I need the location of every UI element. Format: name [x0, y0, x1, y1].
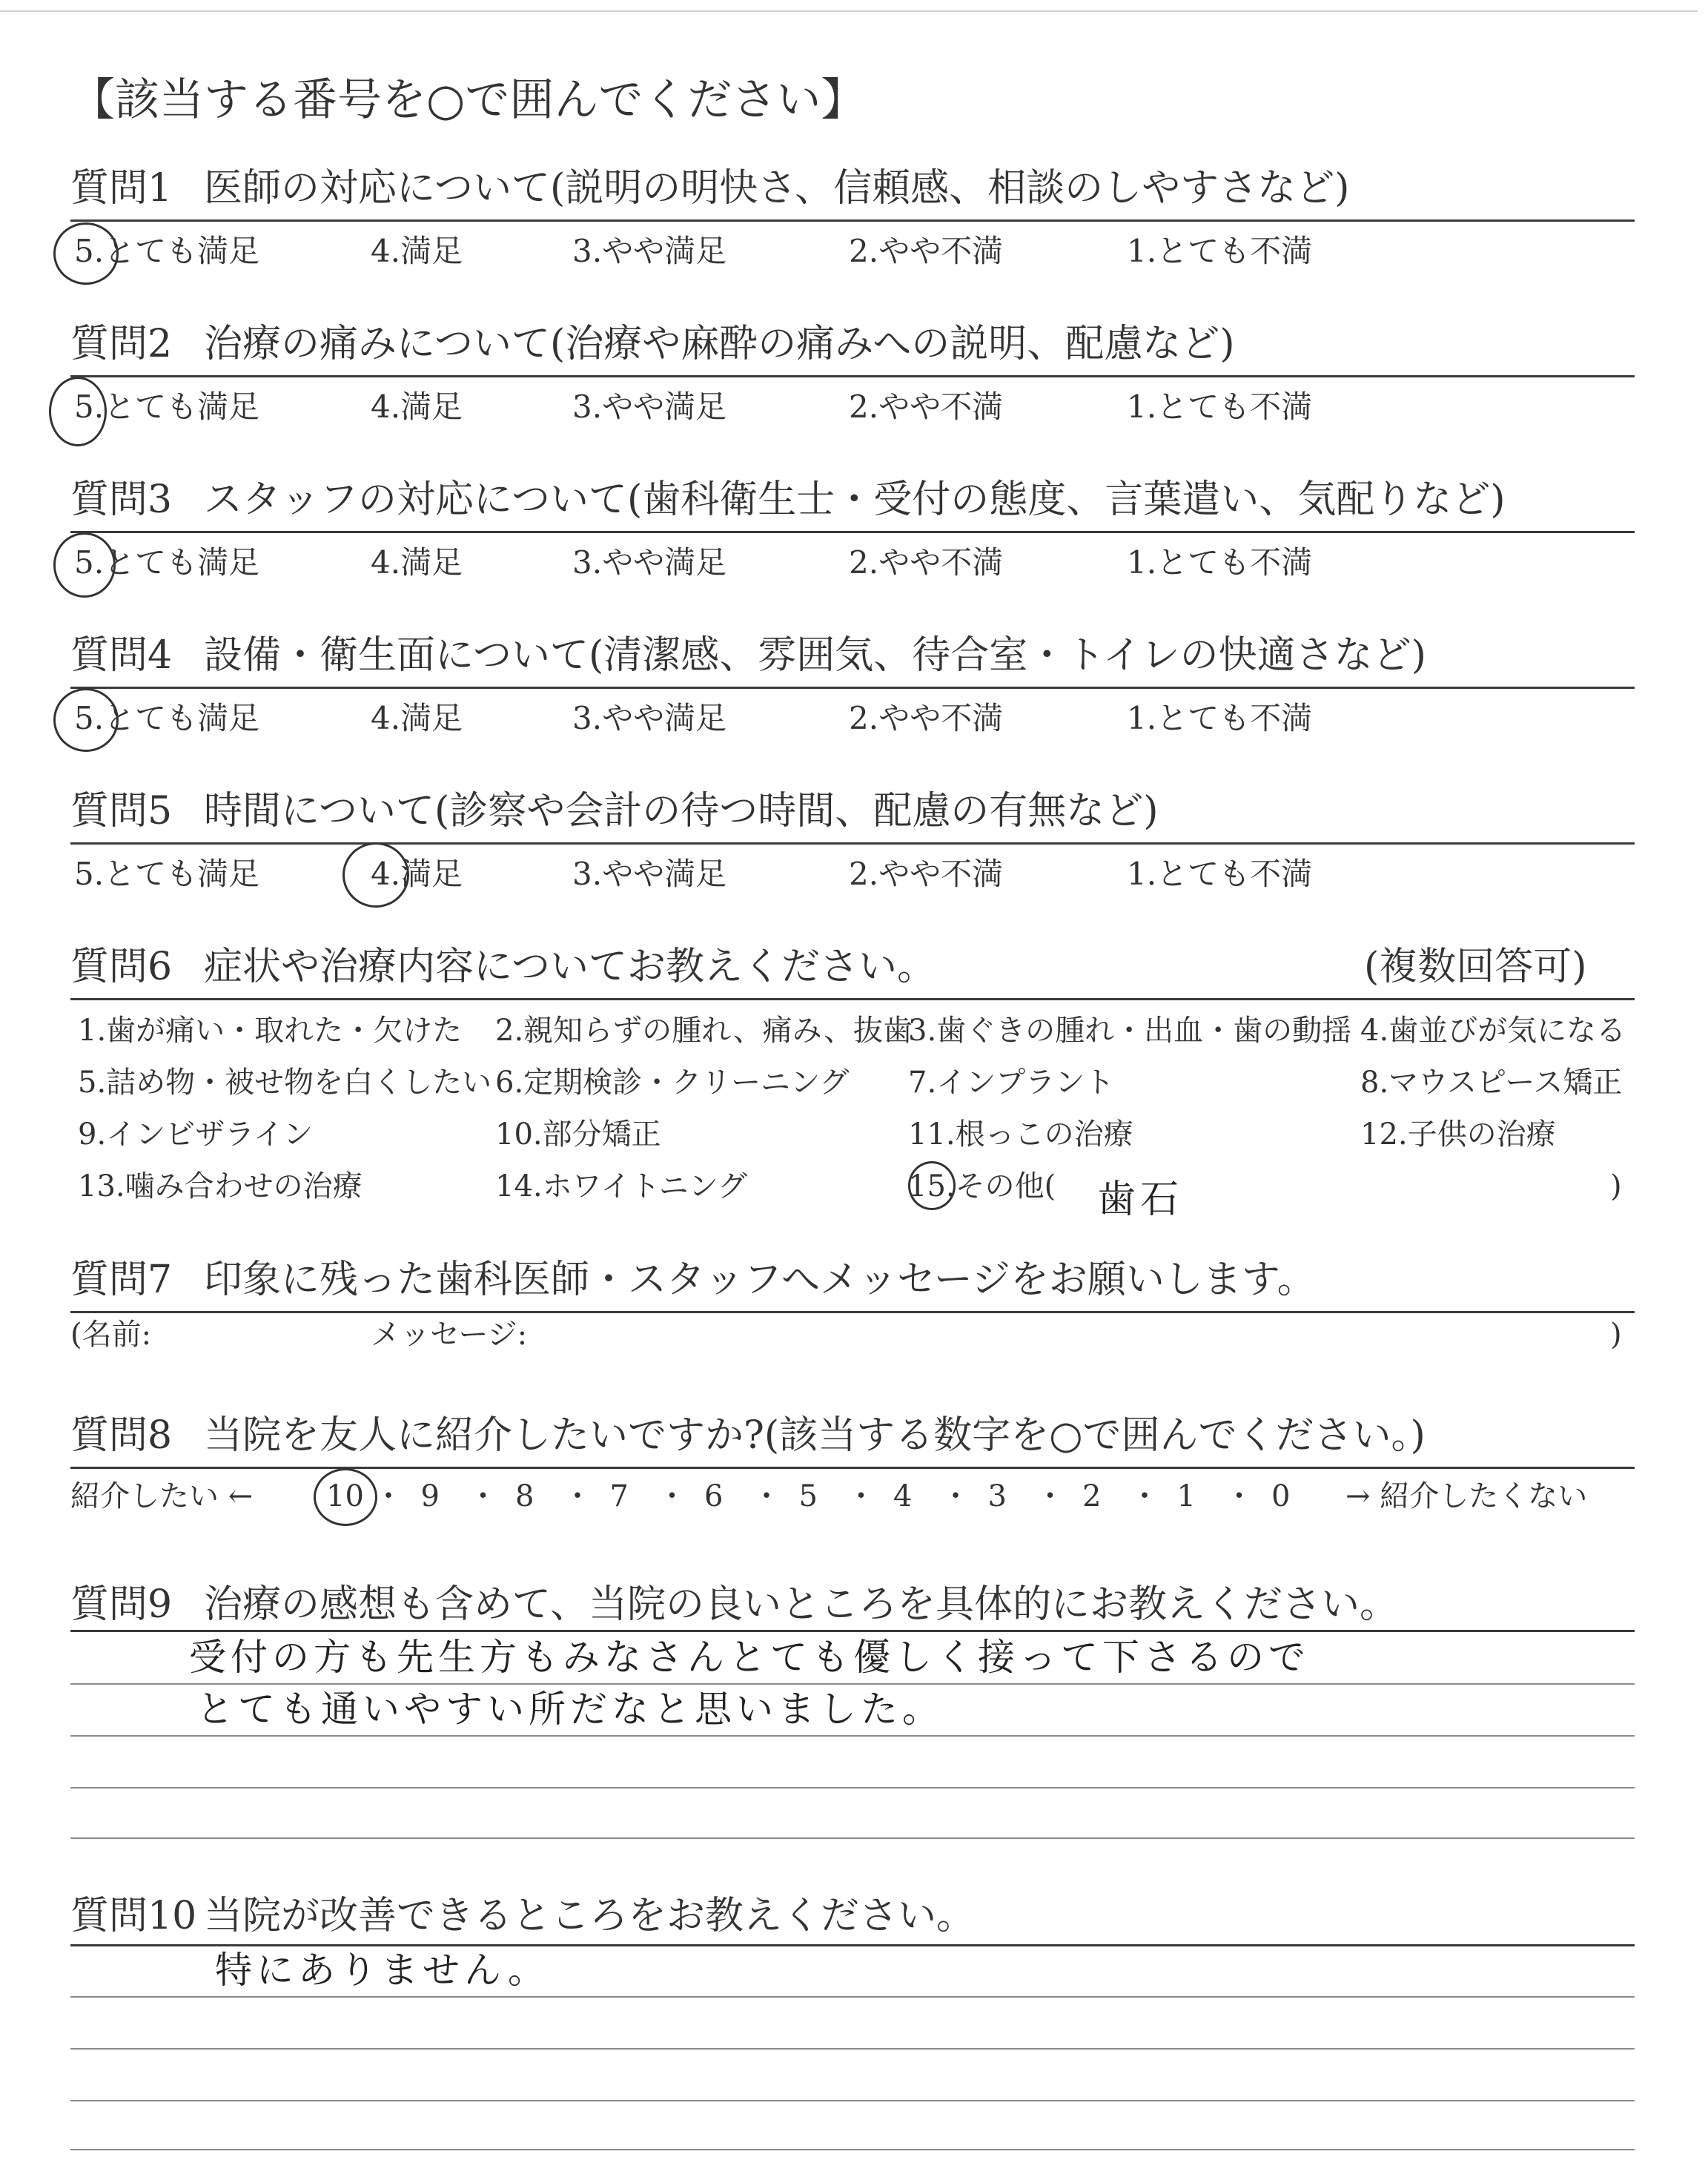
q8-scale-separator: ・ [941, 1479, 970, 1513]
q10-answer-line [70, 2100, 1635, 2101]
q10-rule [70, 1944, 1635, 1946]
q9-answer-line [70, 1787, 1635, 1789]
q8-scale-option-9[interactable]: 9 [420, 1479, 440, 1513]
q4-option-1[interactable]: 1.とても不満 [1127, 700, 1313, 736]
q1-selection-circle [53, 222, 119, 285]
q8-scale-separator: ・ [752, 1479, 781, 1513]
q6-text: 症状や治療内容についてお教えください。 [204, 945, 936, 989]
q4-option-4[interactable]: 4.満足 [371, 700, 463, 736]
q3-selection-circle [53, 532, 116, 598]
q8-scale-option-7[interactable]: 7 [609, 1479, 629, 1513]
q8-text: 当院を友人に紹介したいですか?(該当する数字を○で囲んでください。) [204, 1413, 1426, 1458]
q6-item-13[interactable]: 13.噛み合わせの治療 [78, 1169, 363, 1203]
q4-option-5[interactable]: 5.とても満足 [74, 700, 260, 736]
q8-scale-option-10[interactable]: 10 [326, 1479, 364, 1513]
q1-option-5[interactable]: 5.とても満足 [74, 233, 260, 269]
q6-item-9[interactable]: 9.インビザライン [78, 1117, 313, 1152]
q8-scale-separator: ・ [657, 1479, 687, 1513]
q6-item-3[interactable]: 3.歯ぐきの腫れ・出血・歯の動揺 [908, 1014, 1352, 1048]
q8-scale-separator: ・ [1035, 1479, 1065, 1513]
q3-label: 質問3 [70, 478, 173, 522]
q8-label: 質問8 [70, 1413, 173, 1458]
q6-item-2[interactable]: 2.親知らずの腫れ、痛み、抜歯 [495, 1014, 913, 1048]
q8-scale-option-4[interactable]: 4 [893, 1479, 913, 1513]
q3-option-4[interactable]: 4.満足 [371, 544, 463, 581]
q6-item-11[interactable]: 11.根っこの治療 [908, 1117, 1133, 1152]
q5-option-4[interactable]: 4.満足 [371, 856, 463, 892]
q6-item-1[interactable]: 1.歯が痛い・取れた・欠けた [78, 1014, 463, 1048]
q6-item-15[interactable]: 15.その他( [908, 1169, 1056, 1203]
q5-option-3[interactable]: 3.やや満足 [572, 856, 727, 892]
q7-message-label: メッセージ: [371, 1318, 528, 1352]
q5-label: 質問5 [70, 789, 173, 833]
q8-scale-option-3[interactable]: 3 [987, 1479, 1007, 1513]
q9-answer-line [70, 1837, 1635, 1839]
q3-option-1[interactable]: 1.とても不満 [1127, 544, 1313, 581]
q8-left-label: 紹介したい ← [70, 1479, 254, 1513]
q6-other-close-paren: ) [1610, 1169, 1622, 1203]
q2-option-3[interactable]: 3.やや満足 [572, 389, 727, 425]
q2-selection-circle [49, 377, 107, 446]
q1-label: 質問1 [70, 166, 173, 211]
q1-text: 医師の対応について(説明の明快さ、信頼感、相談のしやすさなど) [204, 166, 1350, 211]
q8-scale-separator: ・ [374, 1479, 403, 1513]
q8-scale-option-8[interactable]: 8 [515, 1479, 534, 1513]
q8-scale-separator: ・ [1224, 1479, 1254, 1513]
q4-option-2[interactable]: 2.やや不満 [849, 700, 1004, 736]
q6-rule [70, 998, 1635, 1000]
q9-label: 質問9 [70, 1582, 173, 1627]
q8-scale-separator: ・ [1130, 1479, 1159, 1513]
q10-text: 当院が改善できるところをお教えください。 [204, 1894, 976, 1938]
q7-text: 印象に残った歯科医師・スタッフへメッセージをお願いします。 [204, 1258, 1316, 1302]
q6-item-8[interactable]: 8.マウスピース矯正 [1360, 1066, 1623, 1100]
q9-answer-line [70, 1735, 1635, 1737]
q6-other-answer[interactable]: 歯石 [1097, 1178, 1184, 1222]
q9-answer-line [70, 1683, 1635, 1685]
q9-rule [70, 1630, 1635, 1632]
q2-option-2[interactable]: 2.やや不満 [849, 389, 1004, 425]
q6-label: 質問6 [70, 945, 173, 989]
q8-right-label: → 紹介したくない [1345, 1479, 1588, 1513]
q5-option-5[interactable]: 5.とても満足 [74, 856, 260, 892]
q2-option-4[interactable]: 4.満足 [371, 389, 463, 425]
q8-scale-option-5[interactable]: 5 [798, 1479, 818, 1513]
q5-option-2[interactable]: 2.やや不満 [849, 856, 1004, 892]
q4-text: 設備・衛生面について(清潔感、雰囲気、待合室・トイレの快適さなど) [204, 633, 1426, 678]
q6-item-10[interactable]: 10.部分矯正 [495, 1117, 661, 1152]
q2-option-1[interactable]: 1.とても不満 [1127, 389, 1313, 425]
q4-option-3[interactable]: 3.やや満足 [572, 700, 727, 736]
q1-option-1[interactable]: 1.とても不満 [1127, 233, 1313, 269]
q5-rule [70, 842, 1635, 845]
q5-selection-circle [342, 842, 409, 908]
q8-scale-option-2[interactable]: 2 [1082, 1479, 1102, 1513]
q3-option-2[interactable]: 2.やや不満 [849, 544, 1004, 581]
q10-answer-line [70, 1996, 1635, 1998]
q6-item-7[interactable]: 7.インプラント [908, 1066, 1115, 1100]
q8-scale-separator: ・ [846, 1479, 876, 1513]
q3-option-5[interactable]: 5.とても満足 [74, 544, 260, 581]
q10-answer-line [70, 2048, 1635, 2050]
q1-option-3[interactable]: 3.やや満足 [572, 233, 727, 269]
q6-multiple-note: (複数回答可) [1364, 945, 1587, 989]
q8-scale-separator: ・ [563, 1479, 592, 1513]
q6-item-6[interactable]: 6.定期検診・クリーニング [495, 1066, 850, 1100]
q2-label: 質問2 [70, 322, 173, 366]
q10-answer-line [70, 2149, 1635, 2150]
q6-item-5[interactable]: 5.詰め物・被せ物を白くしたい [78, 1066, 492, 1100]
q4-rule [70, 687, 1635, 689]
q8-rule [70, 1467, 1635, 1469]
q4-selection-circle [53, 688, 119, 752]
q8-selection-circle [314, 1468, 377, 1526]
q7-rule [70, 1311, 1635, 1313]
q10-answer-text-1[interactable]: 特にありません。 [215, 1949, 549, 1992]
q1-option-4[interactable]: 4.満足 [371, 233, 463, 269]
q3-text: スタッフの対応について(歯科衛生士・受付の態度、言葉遣い、気配りなど) [204, 478, 1506, 522]
page-title: 【該当する番号を○で囲んでください】 [70, 74, 866, 126]
q6-item-12[interactable]: 12.子供の治療 [1360, 1117, 1556, 1152]
q8-scale-separator: ・ [468, 1479, 498, 1513]
q8-scale-option-0[interactable]: 0 [1271, 1479, 1291, 1513]
q6-item-14[interactable]: 14.ホワイトニング [495, 1169, 748, 1203]
q9-text: 治療の感想も含めて、当院の良いところを具体的にお教えください。 [204, 1582, 1398, 1627]
q5-text: 時間について(診察や会計の待つ時間、配慮の有無など) [204, 789, 1159, 833]
q9-answer-text-2[interactable]: とても通いやすい所だなと思いました。 [196, 1688, 944, 1731]
q2-rule [70, 375, 1635, 377]
q6-item-4[interactable]: 4.歯並びが気になる [1360, 1014, 1626, 1048]
q7-label: 質問7 [70, 1258, 173, 1302]
q6-selection-circle [908, 1161, 956, 1210]
q10-label: 質問10 [70, 1894, 197, 1938]
q3-rule [70, 531, 1635, 533]
q7-close-paren: ) [1610, 1318, 1622, 1352]
q8-scale-option-6[interactable]: 6 [704, 1479, 724, 1513]
q3-option-3[interactable]: 3.やや満足 [572, 544, 727, 581]
scan-edge-line [0, 10, 1698, 12]
q9-answer-text-1[interactable]: 受付の方も先生方もみなさんとても優しく接って下さるので [189, 1636, 1310, 1679]
q8-scale-option-1[interactable]: 1 [1176, 1479, 1196, 1513]
q5-option-1[interactable]: 1.とても不満 [1127, 856, 1313, 892]
q1-rule [70, 219, 1635, 222]
q2-option-5[interactable]: 5.とても満足 [74, 389, 260, 425]
q1-option-2[interactable]: 2.やや不満 [849, 233, 1004, 269]
q4-label: 質問4 [70, 633, 173, 678]
q2-text: 治療の痛みについて(治療や麻酔の痛みへの説明、配慮など) [204, 322, 1235, 366]
q7-name-label: (名前: [70, 1318, 152, 1352]
